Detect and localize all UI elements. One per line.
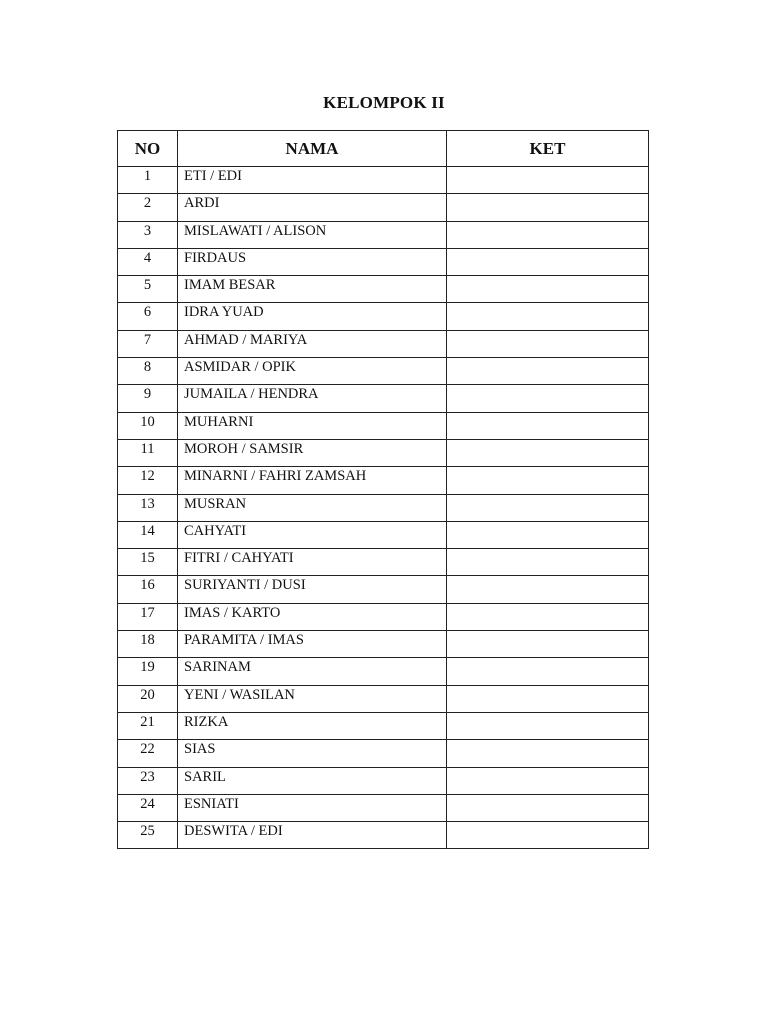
- row-name: IDRA YUAD: [178, 303, 447, 330]
- table-row: [118, 767, 649, 794]
- table-row: [118, 521, 649, 548]
- row-number: 9: [118, 385, 178, 412]
- table-row: [118, 467, 649, 494]
- row-remark: [447, 412, 649, 439]
- row-name: MUHARNI: [178, 412, 447, 439]
- row-number: 1: [118, 167, 178, 194]
- row-name: MISLAWATI / ALISON: [178, 221, 447, 248]
- table-row: [118, 494, 649, 521]
- row-name: IMAS / KARTO: [178, 603, 447, 630]
- row-remark: [447, 576, 649, 603]
- row-name: JUMAILA / HENDRA: [178, 385, 447, 412]
- table-row: [118, 167, 649, 194]
- row-remark: [447, 439, 649, 466]
- document-title: KELOMPOK II: [323, 93, 445, 112]
- row-name: SIAS: [178, 740, 447, 767]
- row-name: YENI / WASILAN: [178, 685, 447, 712]
- table-row: [118, 603, 649, 630]
- row-name: FITRI / CAHYATI: [178, 549, 447, 576]
- row-name: IMAM BESAR: [178, 276, 447, 303]
- table-row: [118, 194, 649, 221]
- row-number: 24: [118, 794, 178, 821]
- row-remark: [447, 740, 649, 767]
- row-remark: [447, 248, 649, 275]
- row-number: 19: [118, 658, 178, 685]
- row-number: 15: [118, 549, 178, 576]
- table-body: [118, 167, 649, 849]
- row-number: 18: [118, 631, 178, 658]
- row-remark: [447, 658, 649, 685]
- table-row: [118, 276, 649, 303]
- group-roster-table: [117, 130, 649, 849]
- row-number: 6: [118, 303, 178, 330]
- row-name: ASMIDAR / OPIK: [178, 358, 447, 385]
- row-remark: [447, 194, 649, 221]
- table-row: [118, 822, 649, 849]
- table-row: [118, 439, 649, 466]
- row-remark: [447, 221, 649, 248]
- row-number: 11: [118, 439, 178, 466]
- row-name: SARIL: [178, 767, 447, 794]
- row-number: 7: [118, 330, 178, 357]
- table-row: [118, 549, 649, 576]
- column-header-nama: NAMA: [178, 131, 447, 167]
- table-row: [118, 631, 649, 658]
- column-header-ket: KET: [447, 131, 649, 167]
- row-name: MUSRAN: [178, 494, 447, 521]
- row-number: 21: [118, 712, 178, 739]
- row-name: ARDI: [178, 194, 447, 221]
- row-number: 3: [118, 221, 178, 248]
- row-remark: [447, 276, 649, 303]
- row-number: 22: [118, 740, 178, 767]
- table-row: [118, 576, 649, 603]
- table-row: [118, 712, 649, 739]
- row-remark: [447, 822, 649, 849]
- table-row: [118, 385, 649, 412]
- row-remark: [447, 385, 649, 412]
- table-row: [118, 248, 649, 275]
- table-row: [118, 740, 649, 767]
- row-remark: [447, 549, 649, 576]
- row-remark: [447, 685, 649, 712]
- row-name: DESWITA / EDI: [178, 822, 447, 849]
- row-number: 12: [118, 467, 178, 494]
- row-remark: [447, 631, 649, 658]
- row-number: 16: [118, 576, 178, 603]
- row-name: SARINAM: [178, 658, 447, 685]
- column-header-no: NO: [118, 131, 178, 167]
- row-name: MINARNI / FAHRI ZAMSAH: [178, 467, 447, 494]
- row-remark: [447, 467, 649, 494]
- row-number: 17: [118, 603, 178, 630]
- row-remark: [447, 494, 649, 521]
- row-number: 25: [118, 822, 178, 849]
- row-number: 23: [118, 767, 178, 794]
- table-row: [118, 358, 649, 385]
- row-name: SURIYANTI / DUSI: [178, 576, 447, 603]
- row-name: MOROH / SAMSIR: [178, 439, 447, 466]
- row-remark: [447, 767, 649, 794]
- row-number: 14: [118, 521, 178, 548]
- row-name: FIRDAUS: [178, 248, 447, 275]
- row-name: PARAMITA / IMAS: [178, 631, 447, 658]
- row-name: ETI / EDI: [178, 167, 447, 194]
- row-remark: [447, 358, 649, 385]
- row-remark: [447, 794, 649, 821]
- table-row: [118, 303, 649, 330]
- row-remark: [447, 167, 649, 194]
- row-remark: [447, 303, 649, 330]
- row-name: RIZKA: [178, 712, 447, 739]
- row-number: 10: [118, 412, 178, 439]
- row-remark: [447, 603, 649, 630]
- row-number: 8: [118, 358, 178, 385]
- table-row: [118, 330, 649, 357]
- table-row: [118, 794, 649, 821]
- row-number: 20: [118, 685, 178, 712]
- row-name: CAHYATI: [178, 521, 447, 548]
- table-header-row: [118, 131, 649, 167]
- table-row: [118, 658, 649, 685]
- row-number: 2: [118, 194, 178, 221]
- row-name: AHMAD / MARIYA: [178, 330, 447, 357]
- row-number: 13: [118, 494, 178, 521]
- row-number: 5: [118, 276, 178, 303]
- table-row: [118, 685, 649, 712]
- table-row: [118, 221, 649, 248]
- row-remark: [447, 330, 649, 357]
- row-name: ESNIATI: [178, 794, 447, 821]
- row-remark: [447, 521, 649, 548]
- row-remark: [447, 712, 649, 739]
- table-row: [118, 412, 649, 439]
- row-number: 4: [118, 248, 178, 275]
